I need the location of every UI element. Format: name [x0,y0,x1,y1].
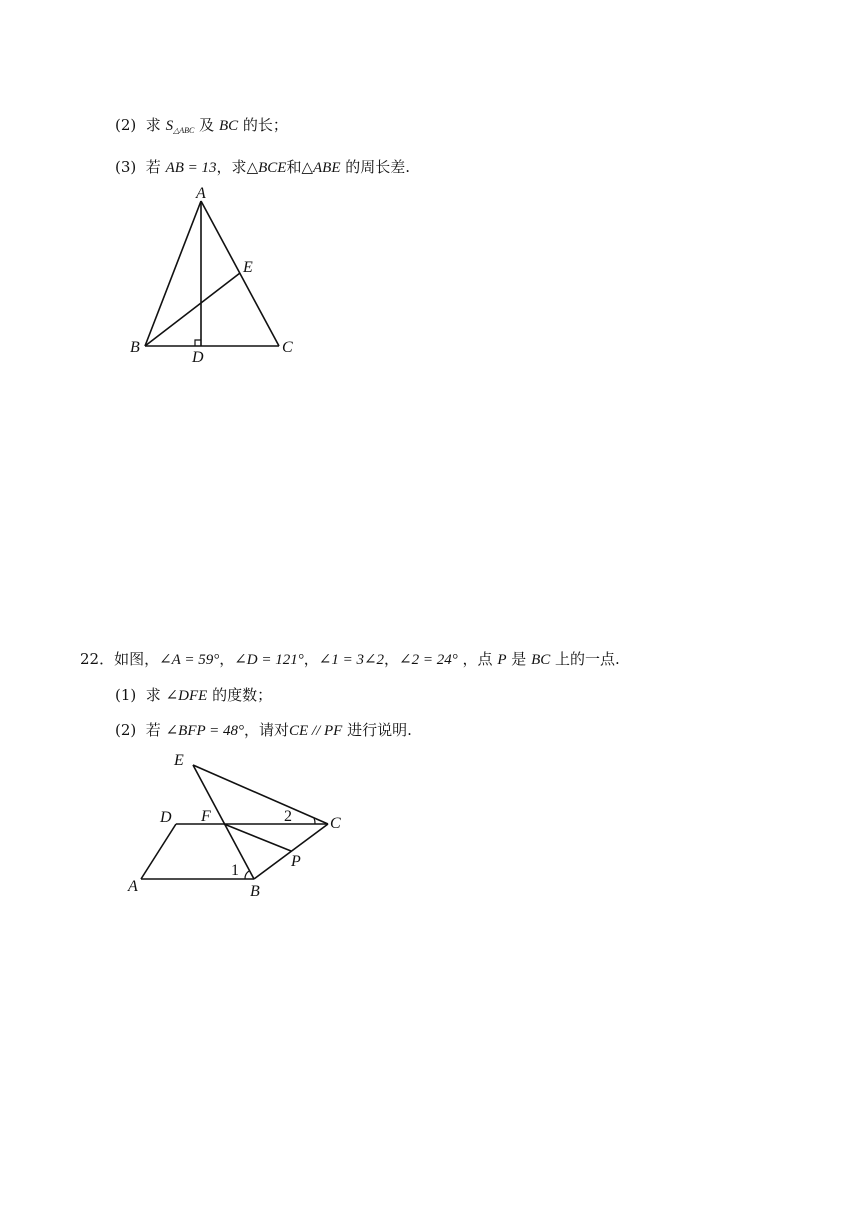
part3-triangle-bce: △BCE [246,160,287,176]
label-c2: C [330,815,341,832]
label-d: D [192,349,204,366]
q22-part1-label: (1) [115,686,137,704]
q22-text4: 上的一点. [555,650,620,668]
q22-sep1: ， [219,650,235,668]
q22-angle-relation: ∠1 = 3∠2 [318,652,385,668]
part3-text3: 和 [286,158,302,176]
q22-sep3: ， [384,650,400,668]
part2-segment-bc: BC [218,118,239,134]
part3-text1: 若 [145,158,161,176]
q22-number: 22． [80,650,115,668]
q22-segment-bc: BC [531,652,551,668]
q22-sep2: ， [303,650,319,668]
angle-2-arc [314,818,315,824]
label-b2: B [250,883,260,900]
q22-part2-expression: ∠BFP = 48° [165,723,244,739]
part2-text1: 求 [145,116,161,134]
part3-text2: ，求 [216,158,247,176]
label-d2: D [160,809,172,826]
label-angle-2: 2 [284,808,292,825]
q22-text1: 如图， [114,650,160,668]
q22-part2-text3: 进行说明. [347,721,412,739]
label-e: E [243,259,253,276]
segment-fp [224,824,291,851]
part2-label: (2) [115,116,137,134]
label-p: P [291,853,301,870]
q22-point-p: P [497,652,507,668]
part3-text4: 的周长差. [345,158,411,176]
part3-triangle-abe: △ABE [301,160,341,176]
q22-angle-a: ∠A = 59° [159,652,220,668]
label-a2: A [128,878,138,895]
q22-text3: 是 [511,650,527,668]
label-angle-1: 1 [231,862,239,879]
segment-ec [193,765,328,824]
q22-part1-angle: ∠DFE [165,688,208,704]
q22-angle-2: ∠2 = 24° [399,652,458,668]
label-f: F [201,808,211,825]
q22-part2-text2: ，请对 [244,721,290,739]
label-a: A [196,185,206,202]
label-e2: E [174,752,184,769]
part3-label: (3) [115,158,137,176]
part2-area-symbol: S [165,118,174,134]
angle-1-arc [245,871,249,879]
label-b: B [130,339,140,356]
q22-angle-d: ∠D = 121° [234,652,304,668]
q22-part1-text2: 的度数； [212,686,273,704]
q22-part2-label: (2) [115,721,137,739]
part2-text3: 的长； [242,116,288,134]
part3-expression: AB = 13 [165,160,217,176]
q22-text2: ，点 [457,650,493,668]
segment-bc2 [254,824,328,879]
q22-part2-text1: 若 [145,721,161,739]
q22-part2-parallel: CE // PF [289,723,343,739]
q22-part1-text1: 求 [145,686,161,704]
part2-text2: 及 [199,116,215,134]
part2-area-subscript: △ABC [173,126,195,135]
label-c: C [282,339,293,356]
segment-ad [141,824,176,879]
